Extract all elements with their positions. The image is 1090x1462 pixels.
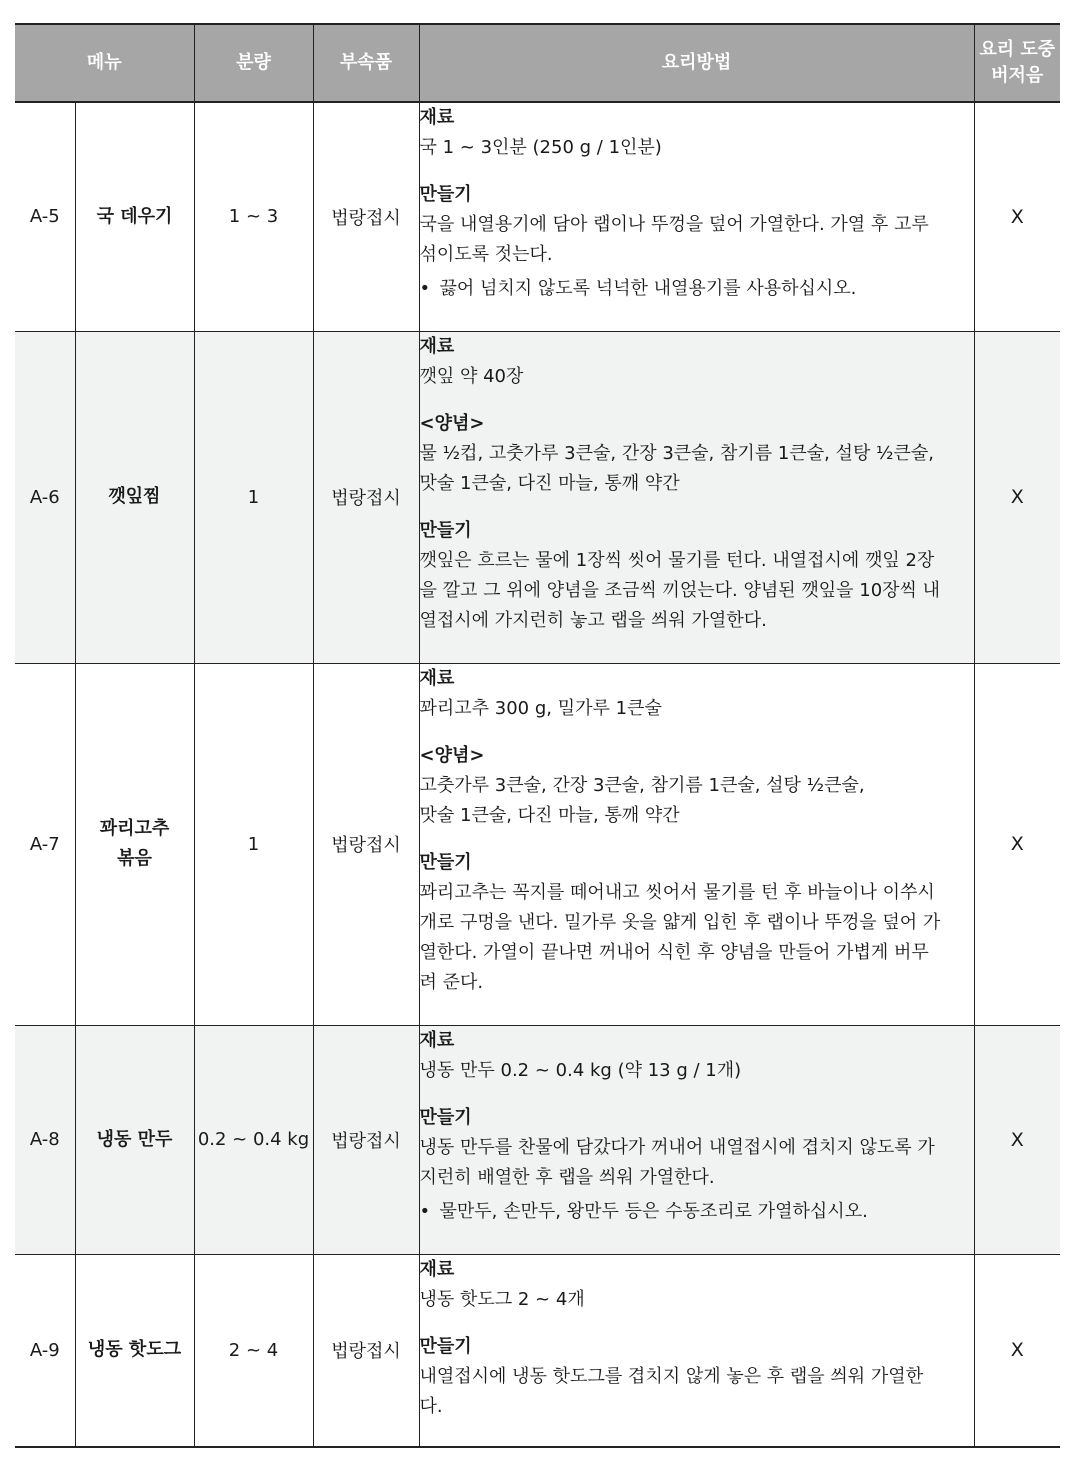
accessory: 법랑접시 bbox=[313, 331, 419, 663]
section-title: 만들기 bbox=[419, 184, 472, 205]
method-text-line: 꽈리고추는 꼭지를 떼어내고 씻어서 물기를 턴 후 바늘이나 이쑤시 bbox=[419, 881, 935, 903]
section-title: <양념> bbox=[419, 412, 485, 434]
menu-code: A-5 bbox=[15, 102, 75, 331]
menu-code: A-8 bbox=[15, 1025, 75, 1254]
method-text-line: 려 준다. bbox=[419, 971, 484, 993]
header-quantity: 분량 bbox=[194, 24, 313, 102]
stir-buzzer-mark: X bbox=[974, 1254, 1060, 1447]
section-title: 재료 bbox=[419, 335, 455, 357]
method-text-line: 개로 구멍을 낸다. 밀가루 옷을 얇게 입힌 후 랩이나 뚜껑을 덮어 가 bbox=[419, 911, 941, 933]
section-title: 만들기 bbox=[419, 1335, 472, 1357]
accessory: 법랑접시 bbox=[313, 663, 419, 1025]
accessory: 법랑접시 bbox=[313, 1254, 419, 1447]
section-title: <양념> bbox=[419, 744, 485, 766]
quantity: 2 ~ 4 bbox=[194, 1254, 313, 1447]
section-title: 만들기 bbox=[419, 851, 472, 873]
method-text-line: 국 1 ~ 3인분 (250 g / 1인분) bbox=[419, 137, 662, 158]
cooking-method bbox=[419, 663, 974, 1025]
method-text-line: 고춧가루 3큰술, 간장 3큰술, 참기름 1큰술, 설탕 ½큰술, bbox=[419, 774, 865, 796]
section-title: 재료 bbox=[419, 667, 455, 689]
method-text-line: 지런히 배열한 후 랩을 씌워 가열한다. bbox=[419, 1166, 715, 1188]
recipe-table bbox=[15, 23, 1060, 1448]
section-title: 재료 bbox=[419, 1258, 455, 1280]
method-bullet: • 물만두, 손만두, 왕만두 등은 수동조리로 가열하십시오. bbox=[420, 1197, 974, 1227]
menu-name bbox=[75, 331, 194, 663]
menu-name bbox=[75, 1254, 194, 1447]
method-text-line: 열한다. 가열이 끝나면 꺼내어 식힌 후 양념을 만들어 가볍게 버무 bbox=[419, 941, 929, 963]
table-row bbox=[15, 1025, 1060, 1254]
menu-name bbox=[75, 1025, 194, 1254]
quantity: 1 ~ 3 bbox=[194, 102, 313, 331]
menu-name-line: 국 데우기 bbox=[96, 205, 173, 227]
method-text-line: 섞이도록 젓는다. bbox=[419, 244, 553, 265]
quantity: 0.2 ~ 0.4 kg bbox=[194, 1025, 313, 1254]
method-text-line: 물 ½컵, 고춧가루 3큰술, 간장 3큰술, 참기름 1큰술, 설탕 ½큰술, bbox=[419, 442, 934, 464]
quantity: 1 bbox=[194, 331, 313, 663]
stir-buzzer-mark: X bbox=[974, 102, 1060, 331]
method-text-line: 냉동 만두를 찬물에 담갔다가 꺼내어 내열접시에 겹치지 않도록 가 bbox=[419, 1136, 935, 1158]
header-stir-line: 요리 도중 bbox=[979, 39, 1056, 60]
table-row bbox=[15, 1254, 1060, 1447]
menu-code: A-9 bbox=[15, 1254, 75, 1447]
table-row bbox=[15, 331, 1060, 663]
accessory: 법랑접시 bbox=[313, 102, 419, 331]
cooking-method bbox=[419, 331, 974, 663]
method-bullet: • 끓어 넘치지 않도록 넉넉한 내열용기를 사용하십시오. bbox=[420, 274, 974, 304]
menu-name-line: 깻잎찜 bbox=[108, 486, 161, 507]
header-accessory: 부속품 bbox=[313, 24, 419, 102]
menu-name-line: 냉동 핫도그 bbox=[87, 1339, 182, 1361]
method-text-line: 맛술 1큰술, 다진 마늘, 통깨 약간 bbox=[419, 804, 680, 826]
section-title: 재료 bbox=[419, 1029, 455, 1051]
stir-buzzer-mark: X bbox=[974, 1025, 1060, 1254]
stir-buzzer-mark: X bbox=[974, 663, 1060, 1025]
table-header-row bbox=[15, 24, 1060, 102]
method-text-line: 국을 내열용기에 담아 랩이나 뚜껑을 덮어 가열한다. 가열 후 고루 bbox=[419, 214, 929, 235]
menu-name bbox=[75, 102, 194, 331]
cooking-method bbox=[419, 1025, 974, 1254]
section-title: 만들기 bbox=[419, 519, 472, 541]
menu-code: A-7 bbox=[15, 663, 75, 1025]
menu-name-line: 볶음 bbox=[117, 848, 152, 869]
method-text-line: 깻잎은 흐르는 물에 1장씩 씻어 물기를 턴다. 내열접시에 깻잎 2장 bbox=[419, 549, 935, 571]
section-title: 재료 bbox=[419, 107, 455, 128]
method-text-line: 냉동 만두 0.2 ~ 0.4 kg (약 13 g / 1개) bbox=[419, 1059, 742, 1081]
stir-buzzer-mark: X bbox=[974, 331, 1060, 663]
header-stir-buzzer bbox=[974, 24, 1060, 102]
header-menu: 메뉴 bbox=[15, 24, 194, 102]
header-method: 요리방법 bbox=[419, 24, 974, 102]
menu-code: A-6 bbox=[15, 331, 75, 663]
method-text-line: 맛술 1큰술, 다진 마늘, 통깨 약간 bbox=[419, 472, 680, 494]
method-text-line: 열접시에 가지런히 놓고 랩을 씌워 가열한다. bbox=[419, 609, 767, 631]
method-text-line: 냉동 핫도그 2 ~ 4개 bbox=[419, 1288, 585, 1310]
method-text-line: 다. bbox=[419, 1395, 443, 1417]
cooking-method bbox=[419, 102, 974, 331]
method-text-line: 을 깔고 그 위에 양념을 조금씩 끼얹는다. 양념된 깻잎을 10장씩 내 bbox=[419, 579, 941, 601]
table-row bbox=[15, 102, 1060, 331]
method-text-line: 깻잎 약 40장 bbox=[419, 365, 524, 387]
header-stir-line: 버저음 bbox=[991, 65, 1044, 86]
method-text-line: 꽈리고추 300 g, 밀가루 1큰술 bbox=[419, 697, 662, 719]
accessory: 법랑접시 bbox=[313, 1025, 419, 1254]
method-text-line: 내열접시에 냉동 핫도그를 겹치지 않게 놓은 후 랩을 씌워 가열한 bbox=[419, 1365, 924, 1387]
menu-name-line: 꽈리고추 bbox=[99, 818, 170, 839]
menu-name bbox=[75, 663, 194, 1025]
section-title: 만들기 bbox=[419, 1106, 472, 1128]
quantity: 1 bbox=[194, 663, 313, 1025]
cooking-method bbox=[419, 1254, 974, 1447]
table-row bbox=[15, 663, 1060, 1025]
menu-name-line: 냉동 만두 bbox=[96, 1128, 173, 1150]
